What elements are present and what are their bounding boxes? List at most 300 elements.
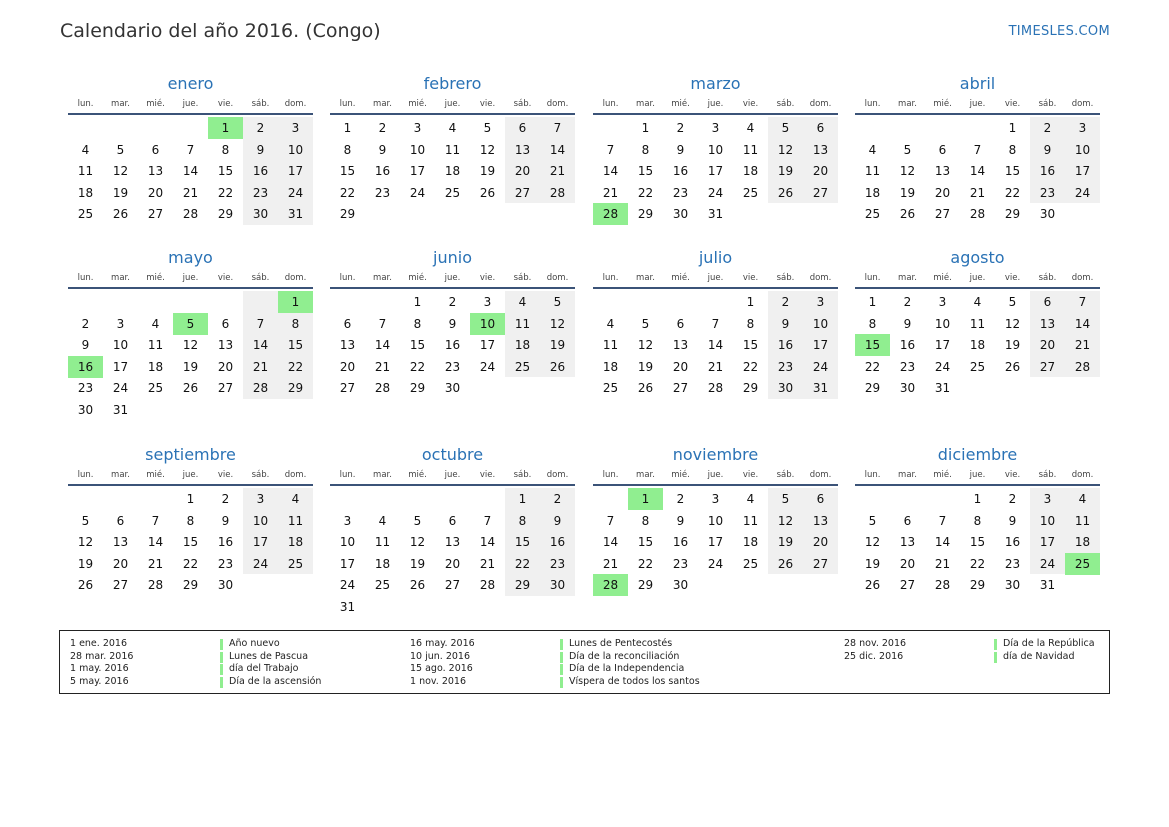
weekday-label: lun. — [602, 273, 619, 283]
day: 13 — [672, 338, 689, 352]
day: 19 — [864, 556, 881, 571]
day: 7 — [256, 316, 265, 331]
weekday-header — [68, 269, 313, 289]
weekday-header — [855, 269, 1100, 289]
holiday-name: Lunes de Pascua — [229, 650, 309, 662]
day: 15 — [742, 338, 759, 352]
day: 8 — [746, 316, 755, 331]
weekday-label: lun. — [339, 470, 356, 480]
weekday-label: mié. — [671, 470, 690, 480]
day: 8 — [186, 513, 195, 528]
day: 17 — [287, 164, 304, 178]
legend-entry — [410, 663, 700, 676]
weekday-label: jue. — [182, 99, 199, 109]
day: 12 — [777, 142, 794, 157]
weekday-label: mar. — [636, 470, 655, 480]
day: 11 — [602, 338, 619, 352]
day: 13 — [812, 513, 829, 528]
weekday-label: mié. — [146, 99, 165, 109]
legend-column — [844, 638, 1095, 663]
day: 8 — [641, 513, 650, 528]
month-name: julio — [698, 248, 733, 267]
day: 27 — [812, 556, 829, 571]
day: 20 — [899, 556, 916, 571]
holiday-marker — [560, 664, 563, 675]
day: 23 — [217, 556, 234, 571]
month-enero — [68, 73, 313, 221]
holiday-date: 28 nov. 2016 — [844, 638, 907, 649]
weekday-label: dom. — [809, 470, 832, 480]
day: 11 — [444, 142, 461, 157]
day: 19 — [112, 185, 129, 200]
day: 13 — [217, 338, 234, 352]
day: 12 — [864, 535, 881, 549]
day: 18 — [374, 556, 391, 571]
weekday-label: lun. — [77, 273, 94, 283]
day: 23 — [252, 185, 269, 200]
day: 5 — [868, 513, 877, 528]
day: 15 — [217, 164, 234, 178]
day: 22 — [182, 556, 199, 571]
day: 20 — [217, 359, 234, 374]
month-name: junio — [433, 248, 472, 267]
weekday-label: jue. — [969, 470, 986, 480]
day: 13 — [112, 535, 129, 549]
day: 21 — [1074, 338, 1091, 352]
day: 16 — [899, 338, 916, 352]
day: 22 — [637, 556, 654, 571]
month-junio — [330, 247, 575, 395]
weekday-label: dom. — [284, 273, 307, 283]
day: 10 — [707, 513, 724, 528]
day: 28 — [479, 578, 496, 592]
day: 31 — [287, 207, 304, 221]
day: 9 — [553, 513, 562, 528]
day: 2 — [448, 295, 457, 309]
day: 14 — [182, 164, 199, 178]
day: 20 — [672, 359, 689, 374]
holiday-day: 25 — [1065, 553, 1100, 575]
day: 11 — [742, 142, 759, 157]
day: 7 — [378, 316, 387, 331]
day: 7 — [606, 513, 615, 528]
day: 15 — [409, 338, 426, 352]
holiday-name: día del Trabajo — [229, 663, 299, 674]
weekday-label: sáb. — [776, 99, 795, 109]
weekday-label: jue. — [182, 273, 199, 283]
weekday-label: vie. — [479, 273, 496, 283]
day: 29 — [339, 207, 356, 221]
day: 21 — [182, 185, 199, 200]
day: 7 — [606, 142, 615, 157]
weekday-label: mar. — [898, 470, 917, 480]
weekday-label: mié. — [671, 99, 690, 109]
month-name: febrero — [423, 74, 482, 93]
day: 4 — [448, 121, 457, 135]
day: 24 — [409, 185, 426, 200]
day: 15 — [637, 535, 654, 549]
day: 12 — [182, 338, 199, 352]
day: 5 — [553, 295, 562, 309]
day: 30 — [549, 578, 566, 592]
day: 2 — [1043, 121, 1052, 135]
day: 8 — [291, 316, 300, 331]
day: 30 — [1039, 207, 1056, 221]
weekday-label: lun. — [77, 99, 94, 109]
weekday-header — [855, 466, 1100, 486]
day: 9 — [221, 513, 230, 528]
weekday-label: mar. — [111, 470, 130, 480]
day: 28 — [549, 185, 566, 200]
day: 2 — [676, 121, 685, 135]
day: 25 — [864, 207, 881, 221]
day: 29 — [637, 207, 654, 221]
weekday-label: mié. — [408, 470, 427, 480]
day: 8 — [413, 316, 422, 331]
day: 25 — [602, 381, 619, 395]
day: 9 — [378, 142, 387, 157]
day: 3 — [1078, 121, 1087, 135]
day: 31 — [112, 402, 129, 417]
day: 9 — [781, 316, 790, 331]
holiday-marker — [560, 652, 563, 663]
day: 22 — [864, 359, 881, 374]
day: 15 — [969, 535, 986, 549]
day: 1 — [973, 492, 982, 506]
holiday-name: Día de la ascensión — [229, 675, 322, 687]
day: 23 — [1039, 185, 1056, 200]
day: 28 — [934, 578, 951, 592]
day: 4 — [378, 513, 387, 528]
day: 24 — [1074, 185, 1091, 200]
holiday-marker — [994, 652, 997, 663]
day: 25 — [742, 556, 759, 571]
day: 30 — [77, 402, 94, 417]
weekday-label: lun. — [864, 470, 881, 480]
day: 9 — [1008, 513, 1017, 528]
weekday-label: dom. — [284, 470, 307, 480]
holiday-name: Día de la reconciliación — [569, 650, 680, 662]
day: 28 — [374, 381, 391, 395]
weekday-label: dom. — [546, 273, 569, 283]
day: 13 — [514, 142, 531, 157]
day: 22 — [969, 556, 986, 571]
day: 6 — [816, 492, 825, 506]
holiday-marker — [560, 639, 563, 650]
weekday-label: lun. — [864, 273, 881, 283]
day: 4 — [81, 142, 90, 157]
day: 19 — [77, 556, 94, 571]
weekday-label: jue. — [444, 273, 461, 283]
holiday-name: día de Navidad — [1003, 650, 1075, 662]
day: 20 — [812, 535, 829, 549]
day: 6 — [343, 316, 352, 331]
day: 5 — [903, 142, 912, 157]
day: 14 — [374, 338, 391, 352]
day: 11 — [147, 338, 164, 352]
weekday-label: jue. — [444, 99, 461, 109]
day: 14 — [1074, 316, 1091, 331]
day: 12 — [899, 164, 916, 178]
day: 26 — [864, 578, 881, 592]
day: 6 — [676, 316, 685, 331]
day: 22 — [514, 556, 531, 571]
day: 3 — [711, 121, 720, 135]
day: 3 — [1043, 492, 1052, 506]
weekday-label: mar. — [373, 470, 392, 480]
day: 1 — [413, 295, 422, 309]
day: 12 — [479, 142, 496, 157]
day: 31 — [707, 207, 724, 221]
weekday-label: lun. — [602, 470, 619, 480]
weekday-label: mié. — [933, 470, 952, 480]
holiday-name: Año nuevo — [229, 638, 280, 649]
day: 10 — [812, 316, 829, 331]
holiday-marker — [220, 639, 223, 650]
weekday-label: mié. — [146, 273, 165, 283]
day: 9 — [676, 513, 685, 528]
day: 12 — [637, 338, 654, 352]
weekday-label: dom. — [546, 470, 569, 480]
day: 23 — [77, 381, 94, 395]
day: 8 — [868, 316, 877, 331]
weekday-label: dom. — [1071, 99, 1094, 109]
day: 26 — [899, 207, 916, 221]
day: 9 — [1043, 142, 1052, 157]
day: 14 — [602, 164, 619, 178]
day: 2 — [1008, 492, 1017, 506]
day: 25 — [147, 381, 164, 395]
holiday-legend — [59, 630, 1110, 694]
day: 26 — [777, 185, 794, 200]
day: 7 — [151, 513, 160, 528]
holiday-marker — [220, 677, 223, 688]
day: 16 — [444, 338, 461, 352]
holiday-date: 1 nov. 2016 — [410, 675, 466, 687]
legend-column — [70, 638, 321, 688]
day: 22 — [217, 185, 234, 200]
holiday-day: 5 — [173, 313, 208, 335]
day: 14 — [934, 535, 951, 549]
day: 23 — [374, 185, 391, 200]
day: 25 — [287, 556, 304, 571]
day: 24 — [1039, 556, 1056, 571]
day: 8 — [1008, 142, 1017, 157]
weekday-label: mar. — [373, 99, 392, 109]
day: 19 — [777, 535, 794, 549]
day: 24 — [252, 556, 269, 571]
day: 29 — [969, 578, 986, 592]
day: 3 — [938, 295, 947, 309]
legend-entry — [410, 676, 700, 689]
day: 4 — [1078, 492, 1087, 506]
day: 30 — [217, 578, 234, 592]
day: 3 — [291, 121, 300, 135]
day: 25 — [77, 207, 94, 221]
day: 25 — [514, 359, 531, 374]
day: 25 — [742, 185, 759, 200]
day: 16 — [374, 164, 391, 178]
day: 21 — [934, 556, 951, 571]
day: 2 — [81, 316, 90, 331]
holiday-date: 10 jun. 2016 — [410, 650, 471, 662]
weekday-header — [330, 466, 575, 486]
day: 17 — [707, 164, 724, 178]
day: 29 — [1004, 207, 1021, 221]
day: 1 — [343, 121, 352, 135]
day: 18 — [1074, 535, 1091, 549]
day: 30 — [1004, 578, 1021, 592]
legend-column — [410, 638, 700, 688]
day: 14 — [707, 338, 724, 352]
weekday-label: lun. — [77, 470, 94, 480]
day: 24 — [934, 359, 951, 374]
day: 20 — [339, 359, 356, 374]
day: 31 — [339, 599, 356, 614]
day: 16 — [252, 164, 269, 178]
weekday-label: mié. — [671, 273, 690, 283]
day: 29 — [182, 578, 199, 592]
day: 19 — [637, 359, 654, 374]
day: 21 — [374, 359, 391, 374]
legend-entry — [70, 638, 321, 651]
holiday-marker — [994, 639, 997, 650]
day: 8 — [343, 142, 352, 157]
weekday-label: lun. — [864, 99, 881, 109]
day: 24 — [707, 185, 724, 200]
day: 5 — [641, 316, 650, 331]
month-diciembre — [855, 444, 1100, 592]
weekday-label: sáb. — [776, 273, 795, 283]
brand-link[interactable]: TIMESLES.COM — [1008, 24, 1110, 39]
day: 20 — [112, 556, 129, 571]
day: 10 — [934, 316, 951, 331]
day: 7 — [483, 513, 492, 528]
day: 8 — [518, 513, 527, 528]
day: 4 — [151, 316, 160, 331]
day: 23 — [672, 556, 689, 571]
day: 29 — [514, 578, 531, 592]
month-name: enero — [167, 74, 214, 93]
day: 6 — [1043, 295, 1052, 309]
weekday-header — [68, 95, 313, 115]
day: 12 — [112, 164, 129, 178]
weekday-label: mié. — [408, 99, 427, 109]
day: 10 — [707, 142, 724, 157]
weekday-label: vie. — [217, 273, 234, 283]
day: 11 — [514, 316, 531, 331]
day: 21 — [252, 359, 269, 374]
day: 15 — [637, 164, 654, 178]
holiday-date: 28 mar. 2016 — [70, 650, 134, 662]
holiday-date: 25 dic. 2016 — [844, 650, 904, 662]
day: 2 — [221, 492, 230, 506]
day: 6 — [816, 121, 825, 135]
day: 1 — [641, 121, 650, 135]
day: 17 — [409, 164, 426, 178]
day: 27 — [812, 185, 829, 200]
month-name: noviembre — [672, 445, 759, 464]
day: 5 — [1008, 295, 1017, 309]
day: 4 — [606, 316, 615, 331]
day: 17 — [934, 338, 951, 352]
day: 5 — [781, 121, 790, 135]
weekday-label: mié. — [408, 273, 427, 283]
day: 27 — [112, 578, 129, 592]
weekday-label: vie. — [1004, 470, 1021, 480]
day: 12 — [549, 316, 566, 331]
weekday-label: lun. — [339, 99, 356, 109]
day: 22 — [409, 359, 426, 374]
day: 15 — [514, 535, 531, 549]
day: 17 — [112, 359, 129, 374]
day: 13 — [1039, 316, 1056, 331]
day: 31 — [1039, 578, 1056, 592]
day: 27 — [514, 185, 531, 200]
weekday-header — [593, 269, 838, 289]
day: 14 — [602, 535, 619, 549]
legend-entry — [410, 651, 700, 664]
day: 14 — [479, 535, 496, 549]
day: 23 — [899, 359, 916, 374]
day: 16 — [672, 164, 689, 178]
weekday-label: sáb. — [513, 470, 532, 480]
day: 24 — [479, 359, 496, 374]
weekday-label: sáb. — [513, 273, 532, 283]
day: 24 — [287, 185, 304, 200]
weekday-label: vie. — [742, 470, 759, 480]
day: 10 — [409, 142, 426, 157]
weekday-label: vie. — [742, 273, 759, 283]
weekday-label: jue. — [969, 273, 986, 283]
day: 21 — [602, 556, 619, 571]
legend-entry — [844, 651, 1095, 664]
day: 4 — [746, 492, 755, 506]
weekday-label: dom. — [546, 99, 569, 109]
day: 17 — [339, 556, 356, 571]
day: 29 — [742, 381, 759, 395]
weekday-label: vie. — [479, 470, 496, 480]
day: 14 — [969, 164, 986, 178]
weekday-label: sáb. — [1038, 273, 1057, 283]
day: 27 — [339, 381, 356, 395]
day: 7 — [973, 142, 982, 157]
day: 23 — [777, 359, 794, 374]
day: 6 — [938, 142, 947, 157]
day: 28 — [147, 578, 164, 592]
day: 14 — [549, 142, 566, 157]
holiday-date: 16 may. 2016 — [410, 638, 475, 649]
day: 24 — [112, 381, 129, 395]
day: 30 — [899, 381, 916, 395]
day: 11 — [864, 164, 881, 178]
day: 6 — [903, 513, 912, 528]
day: 23 — [672, 185, 689, 200]
month-marzo — [593, 73, 838, 221]
weekday-label: vie. — [1004, 99, 1021, 109]
day: 17 — [812, 338, 829, 352]
day: 2 — [781, 295, 790, 309]
weekday-header — [855, 95, 1100, 115]
legend-entry — [70, 676, 321, 689]
weekday-label: jue. — [707, 273, 724, 283]
day: 5 — [483, 121, 492, 135]
day: 12 — [777, 513, 794, 528]
holiday-date: 5 may. 2016 — [70, 675, 129, 687]
day: 29 — [864, 381, 881, 395]
day: 21 — [549, 164, 566, 178]
weekday-label: dom. — [284, 99, 307, 109]
